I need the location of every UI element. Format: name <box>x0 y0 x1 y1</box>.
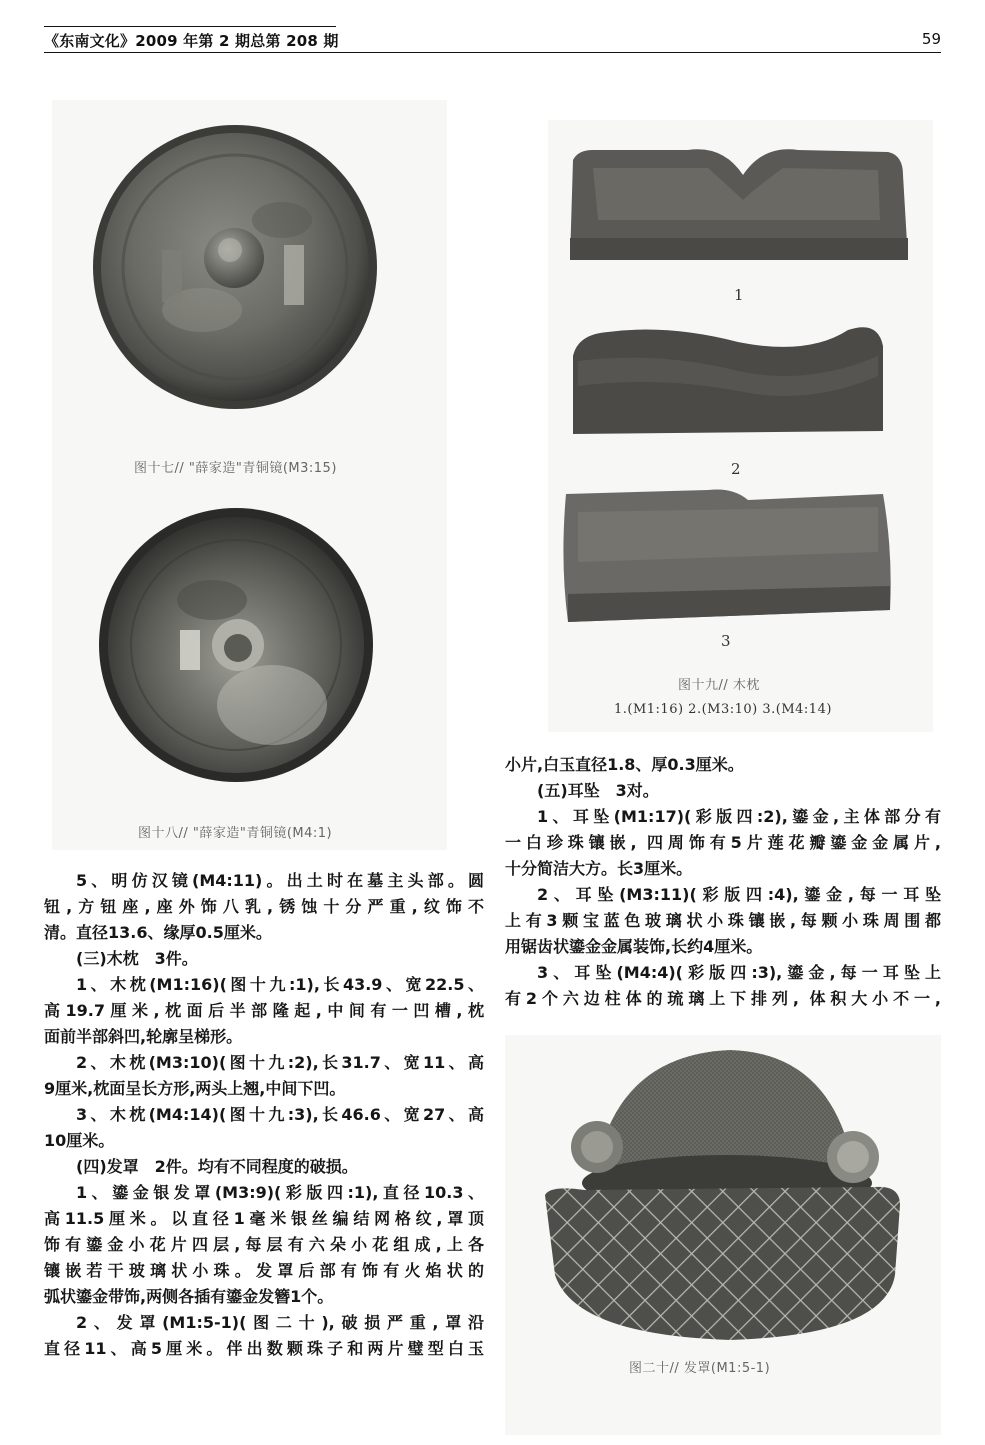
paragraph-line: 高19.7厘米,枕面后半部隆起,中间有一凹槽,枕 <box>44 1001 484 1020</box>
paragraph-line: 小片,白玉直径1.8、厚0.3厘米。 <box>505 755 744 774</box>
paragraph-line: 镶嵌若干玻璃状小珠。发罩后部有饰有火焰状的 <box>44 1261 484 1280</box>
figure-19-subcaption: 1.(M1:16) 2.(M3:10) 3.(M4:14) <box>614 702 832 717</box>
page-number: 59 <box>921 30 941 48</box>
wooden-pillow-photo-3 <box>548 482 933 632</box>
right-column-text <box>505 752 941 1012</box>
figure-19-label-2: 2 <box>731 460 741 478</box>
paragraph-line: 十分简洁大方。长3厘米。 <box>505 859 693 878</box>
paragraph-line: 面前半部斜凹,轮廓呈梯形。 <box>44 1027 243 1046</box>
figure-19 <box>548 120 933 732</box>
paragraph-line: 弧状鎏金带饰,两侧各插有鎏金发簪1个。 <box>44 1287 334 1306</box>
section-heading-earrings: (五)耳坠 3对。 <box>537 781 659 800</box>
figure-17-caption: 图十七// "薛家造"青铜镜(M3:15) <box>134 461 337 476</box>
figure-20-caption: 图二十// 发罩(M1:5-1) <box>629 1361 771 1376</box>
paragraph-line: 2、耳坠(M3:11)(彩版四:4),鎏金,每一耳坠 <box>537 885 941 904</box>
paragraph-line: 1、耳坠(M1:17)(彩版四:2),鎏金,主体部分有 <box>537 807 941 826</box>
figure-19-label-3: 3 <box>721 632 731 650</box>
paragraph-line: 钮,方钮座,座外饰八乳,锈蚀十分严重,纹饰不 <box>44 897 484 916</box>
journal-title: 《东南文化》2009 年第 2 期总第 208 期 <box>44 32 339 50</box>
section-heading-wooden-pillows: (三)木枕 3件。 <box>76 949 198 968</box>
figure-18-caption: 图十八// "薛家造"青铜镜(M4:1) <box>138 826 333 841</box>
paragraph-line: 饰有鎏金小花片四层,每层有六朵小花组成,上各 <box>44 1235 484 1254</box>
figure-20 <box>505 1035 941 1435</box>
paragraph-line: 1、木枕(M1:16)(图十九:1),长43.9、宽22.5、 <box>76 975 484 994</box>
paragraph-line: 清。直径13.6、缘厚0.5厘米。 <box>44 923 272 942</box>
paragraph-line: 直径11、高5厘米。伴出数颗珠子和两片璧型白玉 <box>44 1339 484 1358</box>
hair-cover-photo <box>505 1035 941 1355</box>
paragraph-line: 1、鎏金银发罩(M3:9)(彩版四:1),直径10.3、 <box>76 1183 484 1202</box>
paragraph-line: 10厘米。 <box>44 1131 115 1150</box>
paragraph-line: 2、木枕(M3:10)(图十九:2),长31.7、宽11、高 <box>76 1053 484 1072</box>
figure-18 <box>52 490 447 850</box>
figure-19-label-1: 1 <box>734 286 744 304</box>
left-column-text <box>44 868 484 1362</box>
running-header <box>44 22 941 54</box>
bronze-mirror-photo-1 <box>52 100 447 445</box>
paragraph-line: 5、明仿汉镜(M4:11)。出土时在墓主头部。圆 <box>76 871 484 890</box>
bronze-mirror-photo-2 <box>52 490 447 815</box>
figure-19-caption: 图十九// 木枕 <box>678 678 760 693</box>
paragraph-line: 上有3颗宝蓝色玻璃状小珠镶嵌,每颗小珠周围都 <box>505 911 941 930</box>
figure-17 <box>52 100 447 490</box>
paragraph-line: 3、耳坠(M4:4)(彩版四:3),鎏金,每一耳坠上 <box>537 963 941 982</box>
section-heading-hair-covers: (四)发罩 2件。均有不同程度的破损。 <box>76 1157 358 1176</box>
paragraph-line: 有2个六边柱体的琉璃上下排列, 体积大小不一, <box>505 989 941 1008</box>
paragraph-line: 3、木枕(M4:14)(图十九:3),长46.6、宽27、高 <box>76 1105 484 1124</box>
paragraph-line: 高11.5厘米。以直径1毫米银丝编结网格纹,罩顶 <box>44 1209 484 1228</box>
paragraph-line: 2、发罩(M1:5-1)(图二十),破损严重,罩沿 <box>76 1313 484 1332</box>
wooden-pillow-photo-2 <box>548 316 933 436</box>
header-rule-bottom <box>44 52 941 53</box>
paragraph-line: 用锯齿状鎏金金属装饰,长约4厘米。 <box>505 937 763 956</box>
paragraph-line: 一白珍珠镶嵌, 四周饰有5片莲花瓣鎏金金属片, <box>505 833 941 852</box>
header-rule-top <box>44 26 336 27</box>
paragraph-line: 9厘米,枕面呈长方形,两头上翘,中间下凹。 <box>44 1079 346 1098</box>
wooden-pillow-photo-1 <box>548 120 933 270</box>
